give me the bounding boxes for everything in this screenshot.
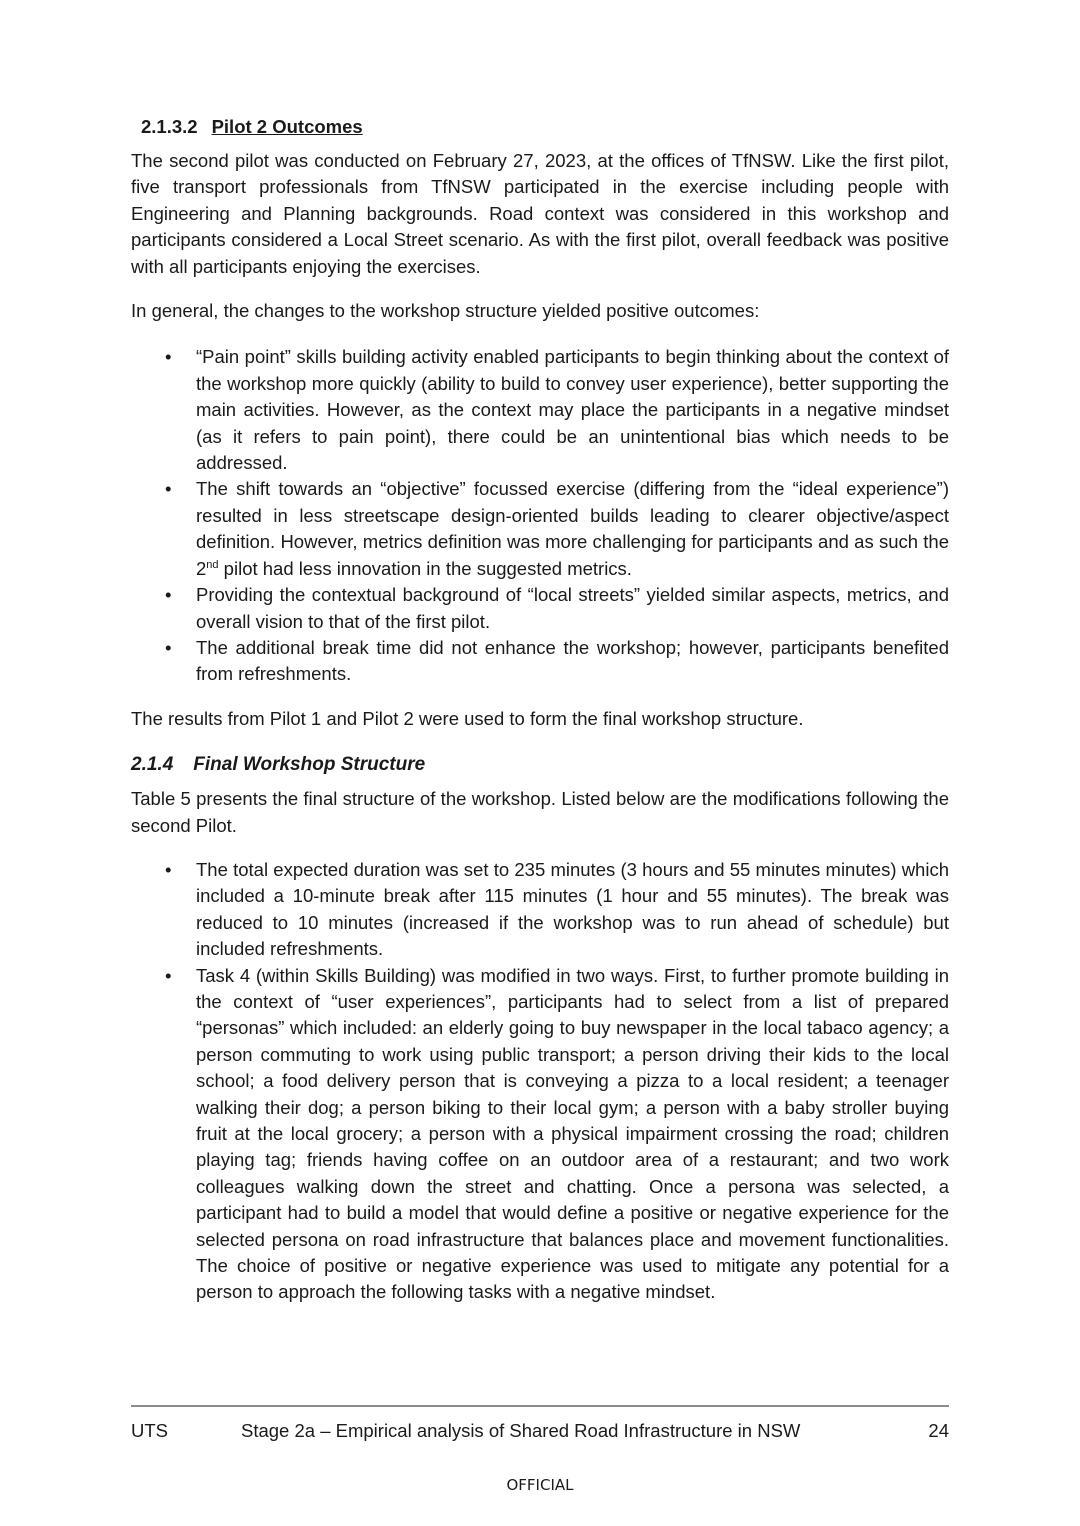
paragraph-final-structure-intro: Table 5 presents the final structure of the workshop. Listed below are the modifications following the second Pilot. <box>131 788 949 836</box>
footer-organisation: UTS <box>131 1420 168 1441</box>
footer-document-title: Stage 2a – Empirical analysis of Shared Road Infrastructure in NSW <box>241 1420 801 1441</box>
list-item <box>131 635 949 688</box>
list-item <box>131 857 949 963</box>
security-classification: OFFICIAL <box>506 1476 574 1494</box>
modifications-list <box>131 857 949 1306</box>
list-item <box>131 582 949 635</box>
list-item <box>131 963 949 1306</box>
bullet-icon: • <box>165 858 172 880</box>
list-item-text: The total expected duration was set to 235 minutes (3 hours and 55 minutes minutes) which included a 10-minute break after 115 minutes (1 hour and 55 minutes). The break was reduced to 10 minutes (increased if the workshop was to run ahead of schedule) but included refreshments. <box>196 858 949 960</box>
bullet-icon: • <box>165 636 172 658</box>
paragraph-closing: The results from Pilot 1 and Pilot 2 were used to form the final workshop structure. <box>131 707 804 729</box>
list-item-text: Providing the contextual background of “local streets” yielded similar aspects, metrics, and overall vision to that of the first pilot. <box>196 584 949 632</box>
section-title: Pilot 2 Outcomes <box>211 116 363 137</box>
bullet-icon: • <box>165 964 172 986</box>
section-number: 2.1.3.2 <box>141 116 198 137</box>
section-heading-2-1-4 <box>131 750 949 780</box>
footer-divider <box>131 1405 949 1407</box>
list-item <box>131 344 949 476</box>
paragraph-general-changes: In general, the changes to the workshop structure yielded positive outcomes: <box>131 300 760 322</box>
list-item-text-part: The shift towards an “objective” focussed exercise (differing from the “ideal experience”) resulted in less streetscape design-oriented builds leading to clearer objective/aspect definition. However, metrics definition was more challenging for participants and as such the 2 <box>196 478 949 579</box>
bullet-icon: • <box>165 584 172 606</box>
section-title: Final Workshop Structure <box>193 754 426 776</box>
list-item-text: “Pain point” skills building activity enabled participants to begin thinking about the context of the workshop more quickly (ability to build to convey user experience), better supporting the main activities. However, as the context may place the participants in a negative mindset (as it refers to pain point), there could be an unintentional bias which needs to be addressed. <box>196 346 949 474</box>
document-page <box>131 112 949 1324</box>
list-item-text-part: pilot had less innovation in the suggested metrics. <box>218 557 632 579</box>
pilot2-outcomes-list <box>131 344 949 687</box>
paragraph-pilot2-summary: The second pilot was conducted on February 27, 2023, at the offices of TfNSW. Like the first pilot, five transport professionals from TfNSW participated in the exercise including people with Engineering and Planning backgrounds. Road context was considered in this workshop and participants considered a Local Street scenario. As with the first pilot, overall feedback was positive with all participants enjoying the exercises. <box>131 150 949 277</box>
list-item <box>131 476 949 582</box>
list-item-text: Task 4 (within Skills Building) was modified in two ways. First, to further promote building in the context of “user experiences”, participants had to select from a list of prepared “personas” which included: an elderly going to buy newspaper in the local tabaco agency; a person commuting to work using public transport; a person driving their kids to the local school; a food delivery person that is conveying a pizza to a local resident; a teenager walking their dog; a person biking to their local gym; a person with a baby stroller buying fruit at the local grocery; a person with a physical impairment crossing the road; children playing tag; friends having coffee on an outdoor area of a restaurant; and two work colleagues walking down the street and chatting. Once a persona was selected, a participant had to build a model that would define a positive or negative experience for the selected persona on road infrastructure that balances place and movement functionalities. The choice of positive or negative experience was used to mitigate any potential for a person to approach the following tasks with a negative mindset. <box>196 964 949 1303</box>
section-number: 2.1.4 <box>131 754 174 776</box>
page-number: 24 <box>928 1420 949 1441</box>
ordinal-suffix: nd <box>206 558 219 571</box>
bullet-icon: • <box>165 478 172 500</box>
section-heading-2-1-3-2 <box>141 112 949 142</box>
list-item-text: The additional break time did not enhance the workshop; however, participants benefited from refreshments. <box>196 636 949 685</box>
bullet-icon: • <box>165 346 172 368</box>
